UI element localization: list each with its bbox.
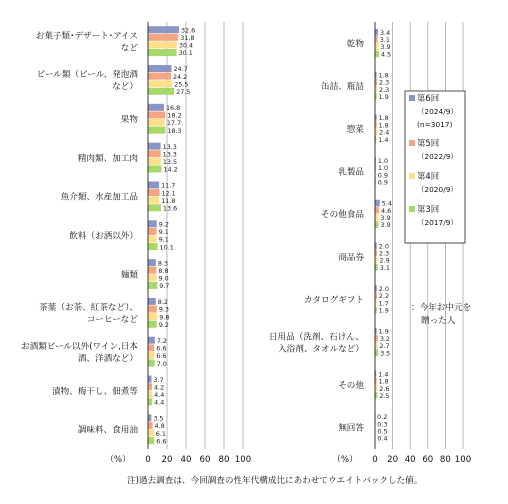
- category-label: 無回答: [338, 423, 364, 434]
- legend-swatch: [409, 173, 415, 179]
- data-label: 1.9: [378, 327, 389, 336]
- data-label: 3.1: [379, 263, 390, 272]
- bar-第6回-7: [148, 298, 156, 305]
- x-tick-label: 0: [145, 455, 151, 465]
- category-label: 商品券: [338, 252, 364, 263]
- bar-第5回-4: [148, 189, 159, 196]
- x-tick-label: 80: [439, 455, 451, 465]
- bar-第3回-5: [148, 243, 158, 250]
- data-label: 3.5: [153, 414, 164, 423]
- category-label: その他食品: [321, 210, 364, 221]
- bar-第4回-3: [148, 158, 161, 165]
- category-label: 日用品（洗剤、石けん、: [268, 332, 364, 343]
- data-label: 1.4: [378, 370, 389, 379]
- bar-第4回-0: [375, 43, 378, 50]
- data-label: 1.8: [378, 114, 389, 123]
- data-label: 0.3: [377, 420, 388, 429]
- bar-第5回-1: [148, 73, 171, 80]
- category-label: 果物: [120, 115, 138, 126]
- legend-label: 第4回: [417, 171, 440, 181]
- category-label: 魚介類、水産加工品: [60, 192, 138, 203]
- data-label: 9.7: [159, 282, 170, 291]
- category-label: 入浴剤、タオルなど）: [278, 344, 364, 355]
- data-label: 4.5: [380, 50, 392, 59]
- category-label: お酒類ビール以外(ワイン,日本: [20, 341, 138, 352]
- data-label: 2.7: [379, 342, 390, 351]
- x-tick-label: 20: [387, 455, 399, 465]
- data-label: 24.2: [172, 72, 188, 81]
- bar-第3回-4: [148, 204, 161, 211]
- data-label: 2.3: [379, 78, 390, 87]
- data-label: 1.8: [378, 121, 389, 130]
- legend-sublabel: （2022/9）: [417, 152, 458, 161]
- category-label: カタログギフト: [303, 295, 364, 306]
- data-label: 3.5: [380, 349, 391, 358]
- bar-第5回-2: [148, 111, 165, 118]
- footnote: 注)過去調査は、今回調査の性年代構成比にあわせてウエイトバックした値。: [127, 476, 423, 486]
- data-label: 13.5: [162, 158, 178, 167]
- bar-第5回-6: [148, 267, 156, 274]
- bar-第4回-1: [148, 80, 172, 87]
- bar-第5回-8: [148, 344, 154, 351]
- data-label: 13.3: [162, 150, 177, 159]
- category-label: コーヒーなど: [86, 315, 138, 326]
- data-label: 1.7: [378, 299, 389, 308]
- bar-第4回-4: [148, 197, 159, 204]
- bar-第6回-9: [148, 376, 152, 383]
- category-label: お菓子類･デザート･アイス: [35, 31, 138, 42]
- annotation-line-2: 贈った人: [421, 316, 456, 326]
- bar-第3回-3: [148, 165, 161, 172]
- bar-第6回-4: [375, 200, 380, 207]
- data-label: 9.8: [159, 313, 170, 322]
- bar-第3回-7: [148, 321, 157, 328]
- data-label: 0.5: [377, 427, 388, 436]
- data-label: 8.2: [157, 298, 168, 307]
- data-label: 31.8: [180, 34, 195, 43]
- category-label: など: [120, 43, 138, 54]
- category-label: 乾物: [346, 39, 364, 50]
- category-label: 酒、洋酒など）: [77, 353, 138, 364]
- category-label: 乳製品: [338, 167, 364, 178]
- data-label: 3.9: [380, 213, 391, 222]
- bar-第3回-8: [148, 360, 155, 367]
- data-label: 1.9: [378, 93, 389, 102]
- bar-第4回-6: [148, 274, 157, 281]
- data-label: 2.3: [379, 249, 390, 258]
- annotation-callout: [411, 301, 471, 326]
- category-label: 精肉類、加工肉: [77, 153, 138, 164]
- data-label: 6.6: [156, 344, 167, 353]
- data-label: 13.3: [162, 142, 177, 151]
- data-label: 9.0: [158, 274, 169, 283]
- data-label: 2.0: [378, 242, 389, 251]
- category-label: ビール類（ビール、発泡酒: [36, 70, 138, 81]
- data-label: 25.5: [174, 80, 189, 89]
- data-label: 30.1: [178, 49, 193, 58]
- data-label: 12.1: [161, 189, 176, 198]
- data-label: 30.4: [178, 41, 194, 50]
- data-label: 2.4: [379, 128, 390, 137]
- data-label: 8.3: [157, 259, 169, 268]
- data-label: 6.6: [156, 437, 167, 446]
- data-label: 2.3: [379, 85, 390, 94]
- category-label: 飲料（お酒以外）: [69, 231, 138, 242]
- legend-sample-size: (n=3017): [417, 120, 453, 129]
- data-label: 3.4: [379, 28, 391, 37]
- category-label: 缶詰、瓶詰: [321, 82, 364, 93]
- data-label: 3.7: [153, 375, 164, 384]
- data-label: 0.2: [377, 413, 388, 422]
- bar-第3回-4: [375, 221, 378, 228]
- bar-第6回-6: [148, 259, 156, 266]
- data-label: 2.5: [379, 391, 390, 400]
- bar-第6回-1: [148, 65, 171, 72]
- data-label: 1.9: [378, 306, 389, 315]
- data-label: 17.7: [166, 119, 182, 128]
- legend-swatch: [409, 95, 415, 101]
- data-label: 18.2: [167, 111, 182, 120]
- data-label: 16.8: [165, 104, 181, 113]
- data-label: 2.0: [378, 284, 389, 293]
- legend-swatch: [409, 206, 415, 212]
- bar-第4回-4: [375, 214, 378, 221]
- bar-第5回-10: [148, 422, 153, 429]
- bar-第4回-0: [148, 41, 177, 48]
- bar-第5回-9: [148, 383, 152, 390]
- data-label: 1.8: [378, 71, 389, 80]
- bar-第4回-9: [148, 391, 152, 398]
- data-label: 9.1: [158, 235, 169, 244]
- data-label: 11.8: [161, 196, 176, 205]
- category-label: 漬物、梅干し、佃煮等: [52, 386, 138, 397]
- x-axis-label: （%）: [105, 455, 131, 465]
- data-label: 3.1: [379, 35, 390, 44]
- right-chart-panel: [269, 22, 471, 465]
- data-label: 11.7: [161, 181, 176, 190]
- bar-第4回-5: [148, 236, 157, 243]
- data-label: 2.6: [379, 384, 390, 393]
- bar-第4回-8: [148, 352, 154, 359]
- data-label: 1.8: [378, 377, 389, 386]
- bar-第5回-0: [148, 34, 178, 41]
- data-label: 14.2: [163, 165, 178, 174]
- data-label: 7.0: [156, 359, 167, 368]
- legend-swatch: [409, 140, 415, 146]
- legend-sublabel: （2020/9）: [417, 185, 458, 194]
- bar-第4回-7: [148, 313, 157, 320]
- bar-第5回-3: [148, 150, 161, 157]
- data-label: 27.5: [176, 88, 191, 97]
- data-label: 9.2: [158, 220, 169, 229]
- x-tick-label: 40: [180, 455, 192, 465]
- x-tick-label: 80: [218, 455, 230, 465]
- bar-第3回-10: [148, 437, 154, 444]
- legend-label: 第3回: [417, 204, 440, 214]
- data-label: 9.3: [158, 305, 170, 314]
- bar-第3回-9: [148, 398, 152, 405]
- category-label: 茶葉（お茶、紅茶など）、: [39, 303, 138, 314]
- data-label: 6.6: [156, 352, 167, 361]
- bar-第5回-7: [148, 306, 157, 313]
- bar-第6回-2: [148, 104, 164, 111]
- bar-第6回-10: [148, 414, 151, 421]
- x-tick-label: 100: [454, 455, 472, 465]
- data-label: 1.4: [378, 135, 389, 144]
- data-label: 13.6: [162, 204, 178, 213]
- legend-sublabel: （2024/9）: [417, 107, 458, 116]
- x-tick-label: 20: [161, 455, 173, 465]
- data-label: 0.9: [377, 178, 388, 187]
- category-label: その他: [338, 380, 364, 391]
- x-axis-label: （%）: [332, 455, 358, 465]
- data-label: 3.9: [380, 43, 391, 52]
- bar-第5回-4: [375, 207, 379, 214]
- data-label: 9.2: [158, 320, 169, 329]
- legend-label: 第6回: [417, 93, 440, 103]
- bar-第5回-5: [148, 228, 157, 235]
- bar-第6回-0: [148, 26, 179, 33]
- category-label: 調味料、食用油: [77, 425, 138, 436]
- bar-第3回-1: [148, 88, 174, 95]
- data-label: 24.7: [173, 65, 188, 74]
- legend-label: 第5回: [417, 138, 440, 148]
- category-label: 惣菜: [346, 124, 364, 135]
- data-label: 4.4: [154, 390, 165, 399]
- data-label: 3.9: [380, 221, 391, 230]
- bar-第6回-4: [148, 181, 159, 188]
- data-label: 32.6: [180, 26, 196, 35]
- data-label: 4.8: [154, 422, 165, 431]
- x-tick-label: 60: [199, 455, 211, 465]
- data-label: 18.3: [167, 126, 182, 135]
- bar-第3回-7: [375, 349, 378, 356]
- data-label: 1.0: [377, 164, 389, 173]
- bar-第6回-5: [148, 220, 157, 227]
- x-tick-label: 0: [372, 455, 378, 465]
- legend-sublabel: （2017/9）: [417, 218, 458, 227]
- category-label: など）: [112, 82, 138, 93]
- data-label: 9.1: [158, 228, 169, 237]
- bar-第3回-2: [148, 127, 165, 134]
- data-label: 4.6: [381, 206, 392, 215]
- data-label: 3.2: [379, 334, 390, 343]
- chart-legend: [405, 91, 465, 243]
- x-tick-label: 40: [404, 455, 416, 465]
- data-label: 2.2: [378, 292, 390, 301]
- bar-第6回-8: [148, 337, 155, 344]
- bar-第6回-3: [148, 143, 161, 150]
- data-label: 1.0: [377, 156, 389, 165]
- data-label: 10.1: [159, 243, 174, 252]
- data-label: 4.2: [153, 383, 165, 392]
- data-label: 7.2: [156, 336, 168, 345]
- category-label: 麺類: [120, 270, 138, 281]
- bar-第4回-10: [148, 430, 154, 437]
- annotation-line-1: ：今年お中元を: [411, 303, 472, 313]
- bar-第4回-2: [148, 119, 165, 126]
- data-label: 0.4: [377, 434, 388, 443]
- data-label: 2.9: [379, 256, 390, 265]
- data-label: 4.4: [154, 398, 165, 407]
- x-tick-label: 100: [234, 455, 252, 465]
- bar-第3回-0: [375, 51, 379, 58]
- x-tick-label: 60: [422, 455, 434, 465]
- bar-第3回-6: [148, 282, 157, 289]
- data-label: 6.1: [155, 429, 166, 438]
- bar-第3回-0: [148, 49, 177, 56]
- data-label: 8.8: [158, 266, 169, 275]
- data-label: 5.4: [381, 199, 392, 208]
- left-chart-panel: [21, 22, 251, 465]
- data-label: 0.9: [377, 171, 388, 180]
